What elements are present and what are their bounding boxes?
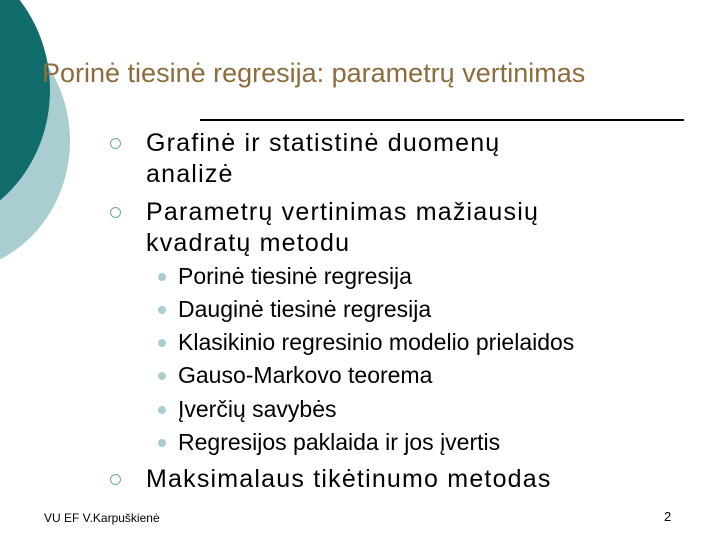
bullet-line: Grafinė ir statistinė duomenų — [146, 129, 501, 157]
bullet-line: analizė — [146, 160, 234, 188]
sub-bullet-text: Regresijos paklaida ir jos įvertis — [178, 429, 501, 455]
slide-title: Porinė tiesinė regresija: parametrų vertinimas — [42, 58, 586, 88]
bullet-line: kvadratų metodu — [146, 229, 351, 257]
dot-bullet-icon — [158, 273, 166, 281]
circle-bullet-icon — [110, 138, 121, 149]
sub-bullet-text: Klasikinio regresinio modelio prielaidos — [178, 329, 575, 355]
dot-bullet-icon — [158, 372, 166, 380]
dot-bullet-icon — [158, 439, 166, 447]
dot-bullet-icon — [158, 406, 166, 414]
sub-bullet-text: Gauso-Markovo teorema — [178, 362, 433, 388]
sub-bullet-text: Dauginė tiesinė regresija — [178, 296, 432, 322]
title-underline — [200, 119, 684, 121]
dot-bullet-icon — [158, 306, 166, 314]
footer-author: VU EF V.Karpuškienė — [44, 511, 160, 525]
dot-bullet-icon — [158, 339, 166, 347]
bullet-line: Parametrų vertinimas mažiausių — [146, 198, 540, 226]
circle-bullet-icon — [110, 474, 121, 485]
page-number: 2 — [664, 509, 672, 524]
bullet-line: Maksimalaus tikėtinumo metodas — [146, 465, 552, 493]
sub-bullet-text: Porinė tiesinė regresija — [178, 263, 412, 289]
circle-bullet-icon — [110, 207, 121, 218]
sub-bullet-text: Įverčių savybės — [178, 396, 337, 422]
